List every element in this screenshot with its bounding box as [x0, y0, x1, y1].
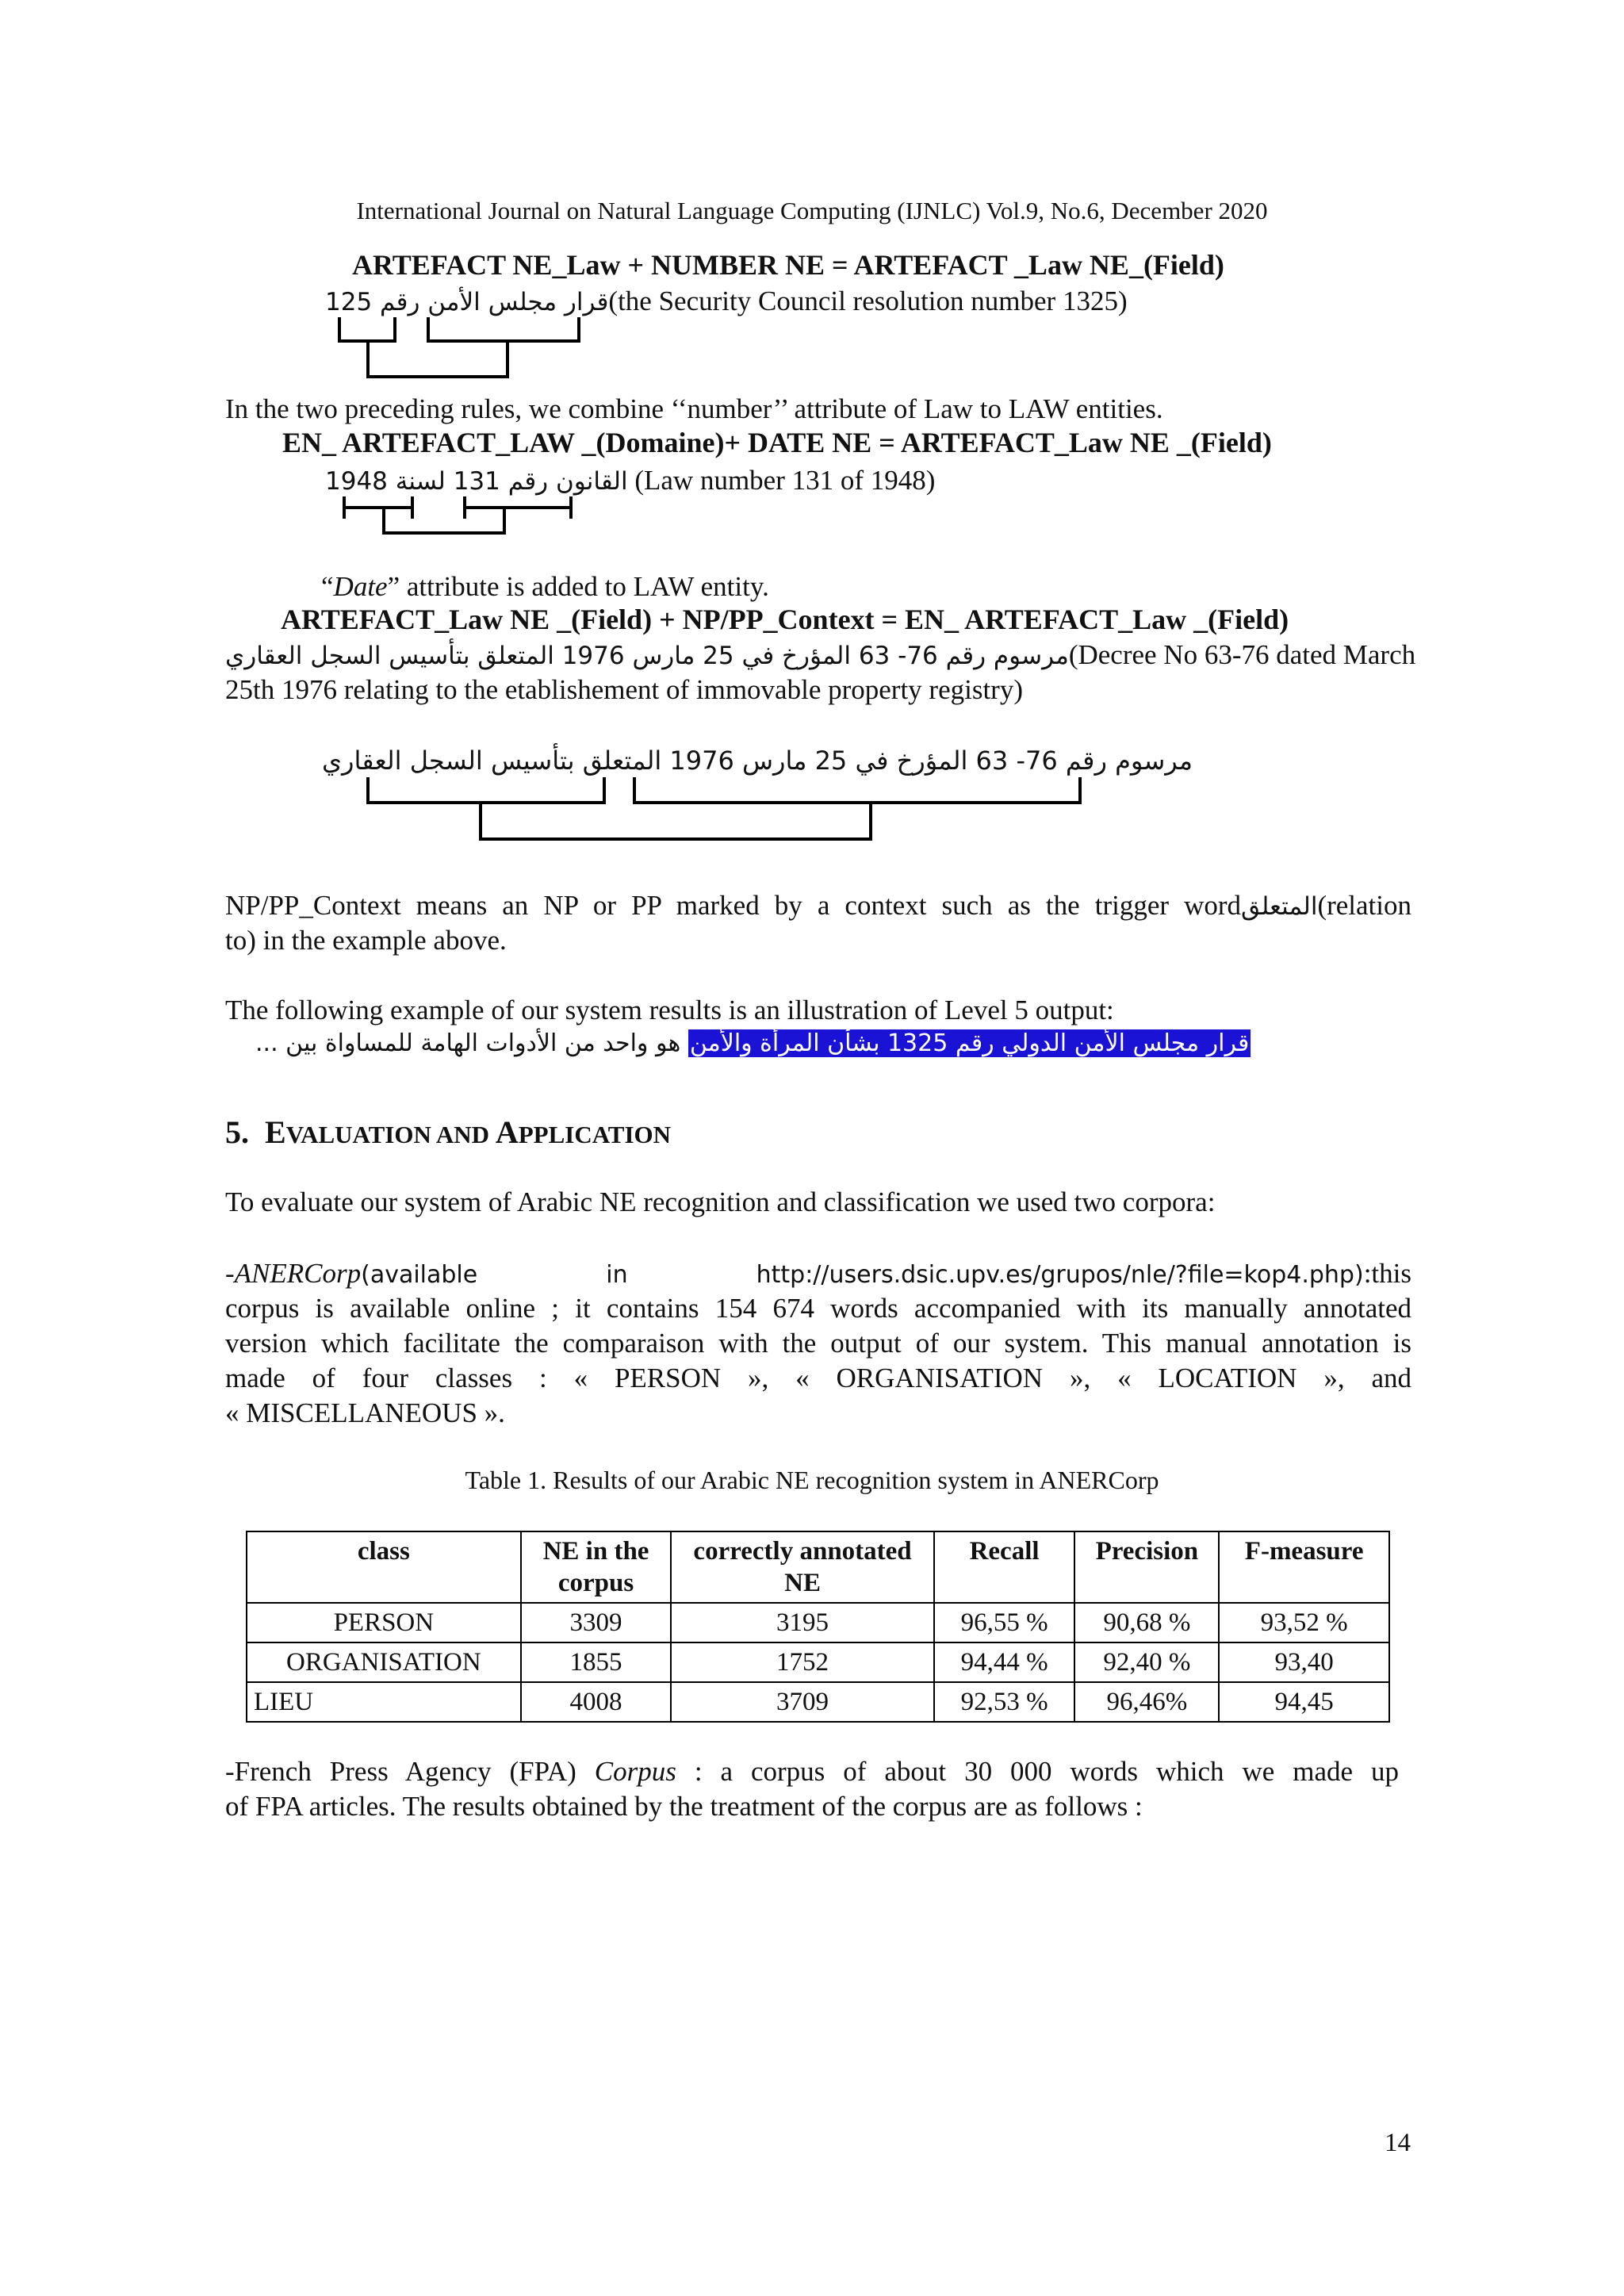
table-header: class: [247, 1531, 521, 1603]
paragraph-6-line-1: -ANERCorp(available in http://users.dsic.upv.es/grupos/nle/?file=kop4.php):this: [225, 1258, 1411, 1289]
paragraph-6-line-5: « MISCELLANEOUS ».: [225, 1397, 505, 1428]
rule-1-title: ARTEFACT NE_Law + NUMBER NE = ARTEFACT _Law NE_(Field): [352, 249, 1224, 281]
rule-3-gloss-2: 25th 1976 relating to the etablishement of immovable property registry): [225, 674, 1023, 705]
rule-3-title: ARTEFACT_Law NE _(Field) + NP/PP_Context = EN_ ARTEFACT_Law _(Field): [281, 604, 1289, 635]
table-row: [247, 1642, 1389, 1682]
table-caption: Table 1. Results of our Arabic NE recognition system in ANERCorp: [465, 1466, 1159, 1494]
table-row: [247, 1603, 1389, 1642]
paragraph-1: In the two preceding rules, we combine ‘‘number’’ attribute of Law to LAW entities.: [225, 393, 1163, 424]
paragraph-7-line-1: -French Press Agency (FPA) Corpus : a corpus of about 30 000 words which we made up: [225, 1756, 1399, 1787]
paragraph-2: “Date” attribute is added to LAW entity.: [321, 571, 769, 602]
paragraph-3-line-1: NP/PP_Context means an NP or PP marked by a context such as the trigger wordالمتعلق(relation: [225, 890, 1411, 921]
table-header: Recall: [934, 1531, 1075, 1603]
table-cell: 94,44 %: [934, 1642, 1075, 1682]
table-cell: 94,45: [1219, 1682, 1389, 1722]
table-cell: 93,40: [1219, 1642, 1389, 1682]
rule-1-arabic: قرار مجلس الأمن رقم 125: [325, 288, 609, 316]
fpa-corpus-label: Corpus: [594, 1756, 676, 1787]
table-cell: PERSON: [247, 1603, 521, 1642]
table-header: Precision: [1074, 1531, 1219, 1603]
rule-2-gloss: (Law number 131 of 1948): [634, 465, 936, 496]
rule-3-gloss-1: (Decree No 63-76 dated March: [1068, 639, 1416, 670]
corpus-link: (available in http://users.dsic.upv.es/grupos/nle/?file=kop4.php): [361, 1261, 1364, 1289]
rule-2-title: EN_ ARTEFACT_LAW _(Domaine)+ DATE NE = ARTEFACT_Law NE _(Field): [282, 427, 1272, 458]
page-number: 14: [1385, 2129, 1411, 2157]
table-cell: 92,40 %: [1074, 1642, 1219, 1682]
table-header: correctly annotated NE: [671, 1531, 933, 1603]
table-cell: 1752: [671, 1642, 933, 1682]
paragraph-6-line-2: corpus is available online ; it contains 154 674 words accompanied with its manually annotated: [225, 1293, 1411, 1324]
paragraph-4: The following example of our system results is an illustration of Level 5 output:: [225, 995, 1114, 1025]
highlighted-entity: قرار مجلس الأمن الدولي رقم 1325 بشأن المرأة والأمن: [689, 1029, 1250, 1057]
paragraph-6-line-4: made of four classes : « PERSON », « ORGANISATION », « LOCATION », and: [225, 1363, 1411, 1393]
paragraph-3-line-2: to) in the example above.: [225, 925, 507, 956]
corpus-name: ANERCorp: [234, 1258, 362, 1289]
table-cell: 92,53 %: [934, 1682, 1075, 1722]
table-cell: 3709: [671, 1682, 933, 1722]
paragraph-7-line-2: of FPA articles. The results obtained by the treatment of the corpus are as follows :: [225, 1791, 1143, 1822]
rule-2-arabic: القانون رقم 131 لسنة 1948: [325, 467, 628, 496]
journal-header: International Journal on Natural Language Computing (IJNLC) Vol.9, No.6, December 2020: [356, 197, 1268, 224]
section-heading: 5. EVALUATION AND APPLICATION: [225, 1114, 672, 1150]
table-header: F-measure: [1219, 1531, 1389, 1603]
rule-1-gloss: (the Security Council resolution number 1325): [608, 286, 1128, 316]
table-cell: ORGANISATION: [247, 1642, 521, 1682]
table-cell: 96,46%: [1074, 1682, 1219, 1722]
table-cell: 96,55 %: [934, 1603, 1075, 1642]
table-row: [247, 1682, 1389, 1722]
table-header: NE in the corpus: [521, 1531, 672, 1603]
paragraph-5: To evaluate our system of Arabic NE recognition and classification we used two corpora:: [225, 1186, 1216, 1217]
level-5-output: [255, 1029, 1251, 1057]
results-table: [246, 1531, 1390, 1723]
table-cell: 93,52 %: [1219, 1603, 1389, 1642]
table-cell: 3195: [671, 1603, 933, 1642]
table-cell: 90,68 %: [1074, 1603, 1219, 1642]
rule-3-arabic: مرسوم رقم 76- 63 المؤرخ في 25 مارس 1976 المتعلق بتأسيس السجل العقاري: [225, 642, 1069, 670]
table-header-row: [247, 1531, 1389, 1603]
table-cell: 1855: [521, 1642, 672, 1682]
table-cell: LIEU: [247, 1682, 521, 1722]
trigger-word: المتعلق: [1241, 892, 1318, 921]
table-cell: 3309: [521, 1603, 672, 1642]
output-rest: هو واحد من الأدوات الهامة للمساواة بين ...: [255, 1029, 681, 1057]
rule-3-example-arabic: مرسوم رقم 76- 63 المؤرخ في 25 مارس 1976 المتعلق بتأسيس السجل العقاري: [322, 746, 1193, 776]
table-cell: 4008: [521, 1682, 672, 1722]
paragraph-6-line-3: version which facilitate the comparaison with the output of our system. This manual annotation is: [225, 1328, 1411, 1359]
